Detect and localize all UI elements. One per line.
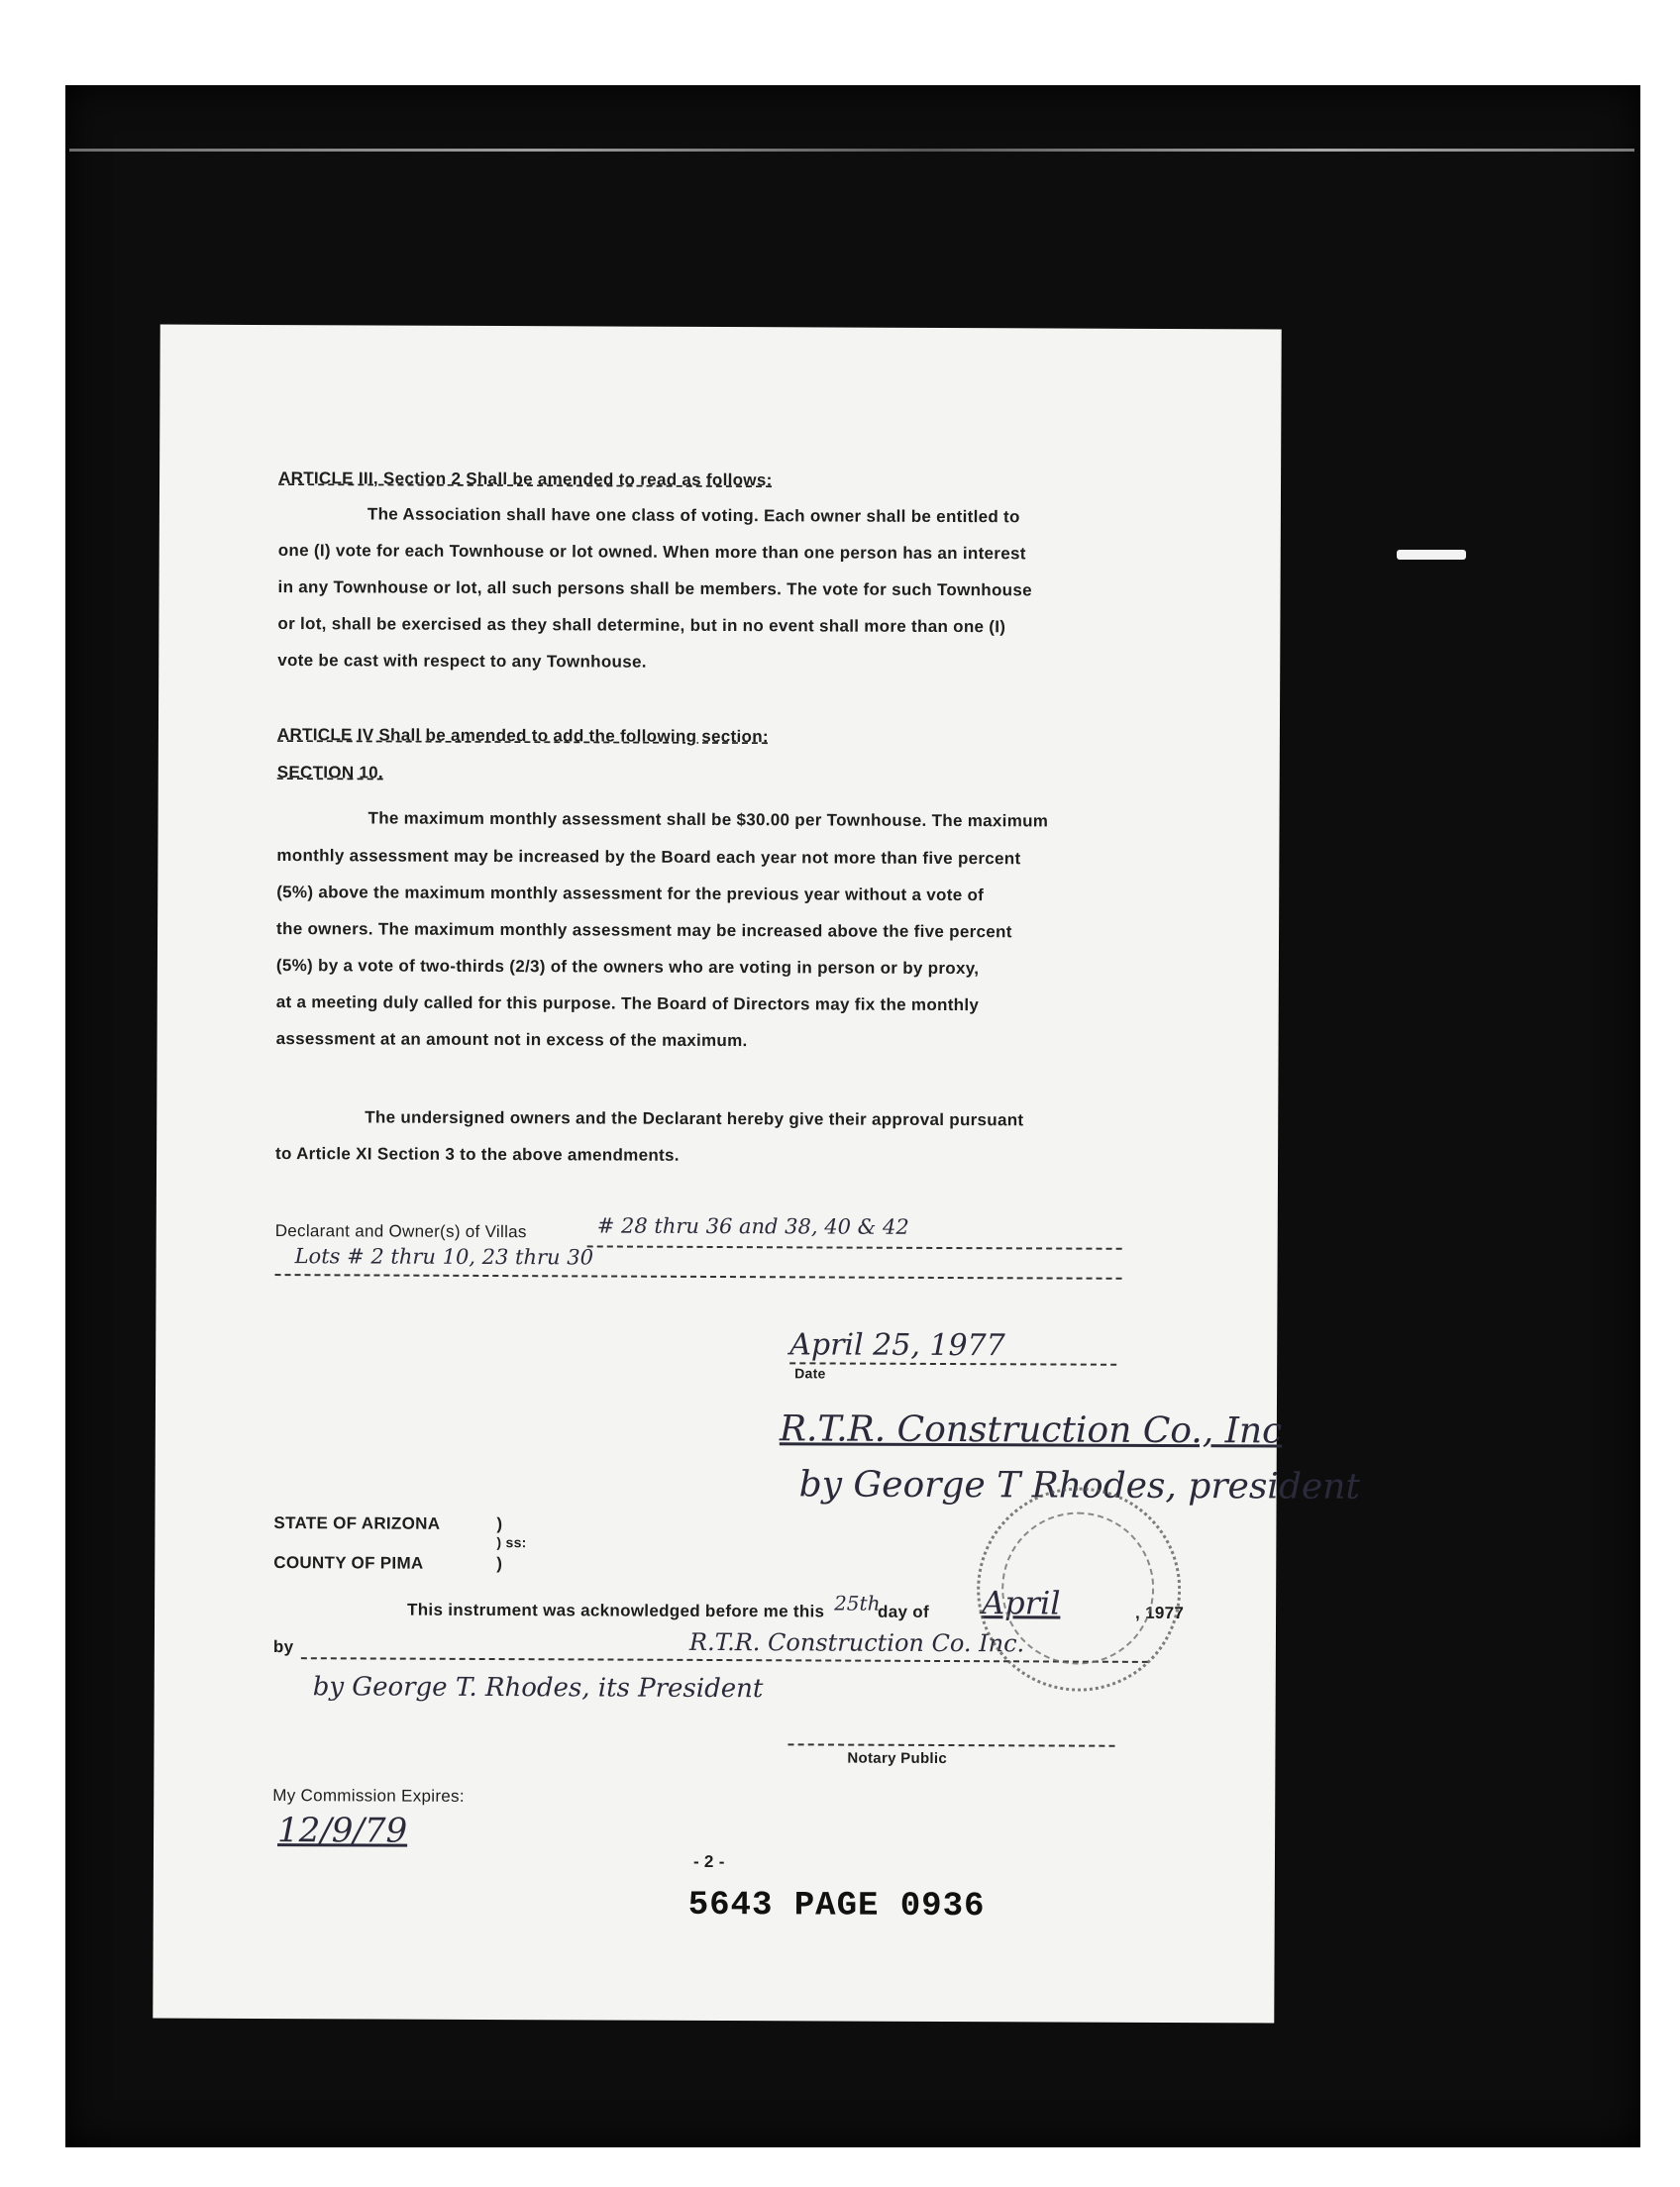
article-3-line-3: in any Townhouse or lot, all such persons shall be members. The vote for such Townhouse [277,577,1032,600]
book-page-reference: 5643 PAGE 0936 [687,1886,986,1927]
article-3-line-4: or lot, shall be exercised as they shall determine, but in no event shall more than one (I) [277,614,1006,637]
article-4-line-1: The maximum monthly assessment shall be $30.00 per Townhouse. The maximum [368,808,1049,831]
county-label: COUNTY OF PIMA [273,1553,424,1573]
notary-label: Notary Public [847,1749,948,1768]
ack-text-a: This instrument was acknowledged before me this [407,1600,825,1621]
article-4-line-7: assessment at an amount not in excess of the maximum. [275,1029,748,1051]
ack-by-handwritten: R.T.R. Construction Co. Inc. [688,1627,1025,1658]
signature-company: R.T.R. Construction Co., Inc [779,1408,1283,1452]
article-4-heading: ARTICLE IV Shall be amended to add the following section: [276,725,769,747]
date-rule [789,1362,1116,1365]
declarant-villas-handwritten: # 28 thru 36 and 38, 40 & 42 [596,1213,909,1239]
date-label: Date [794,1365,826,1382]
declarant-rule-2 [275,1274,1122,1280]
page-number: - 2 - [692,1851,725,1872]
scan-streak [69,149,1634,152]
ack-year: , 1977 [1135,1603,1185,1623]
article-4-line-6: at a meeting duly called for this purpose. The Board of Directors may fix the monthly [275,992,980,1015]
approval-line-2: to Article XI Section 3 to the above amendments. [275,1144,680,1165]
ack-day-handwritten: 25th [834,1591,881,1615]
article-4-line-2: monthly assessment may be increased by the Board each year not more than five percent [276,846,1021,869]
notary-seal [977,1487,1185,1692]
venue-paren-3: ) [496,1554,503,1574]
commission-date-handwritten: 12/9/79 [277,1811,408,1851]
article-3-line-1: The Association shall have one class of voting. Each owner shall be entitled to [367,504,1020,527]
declarant-label: Declarant and Owner(s) of Villas [274,1221,527,1242]
declarant-lots-handwritten: Lots # 2 thru 10, 23 thru 30 [294,1244,594,1270]
section-10-heading: SECTION 10. [276,763,384,782]
document-page [153,325,1360,2024]
article-3-heading: ARTICLE III, Section 2 Shall be amended to read as follows: [278,469,773,490]
ack-by-line-2: by George T. Rhodes, its President [312,1672,764,1705]
declarant-rule-1 [587,1245,1122,1249]
signature-signer: by George T Rhodes, president [798,1464,1360,1508]
ack-text-b: day of [878,1602,929,1621]
commission-label: My Commission Expires: [272,1786,465,1806]
venue-paren-1: ) [496,1514,503,1534]
article-4-line-3: (5%) above the maximum monthly assessment for the previous year without a vote of [276,883,985,905]
article-3-line-5: vote be cast with respect to any Townhouse. [277,651,647,672]
ack-by-label: by [272,1637,294,1657]
approval-line-1: The undersigned owners and the Declarant hereby give their approval pursuant [365,1107,1024,1130]
date-handwritten: April 25, 1977 [789,1327,1005,1364]
notary-rule [788,1743,1114,1746]
scan-glint [1397,550,1466,560]
ack-month-handwritten: April [982,1584,1061,1622]
article-4-line-5: (5%) by a vote of two-thirds (2/3) of the owners who are voting in person or by proxy, [275,956,980,979]
article-4-line-4: the owners. The maximum monthly assessment may be increased above the five percent [276,919,1012,942]
state-label: STATE OF ARIZONA [273,1513,441,1533]
article-3-line-2: one (I) vote for each Townhouse or lot owned. When more than one person has an interest [277,541,1026,564]
venue-ss: ) ss: [496,1534,527,1551]
